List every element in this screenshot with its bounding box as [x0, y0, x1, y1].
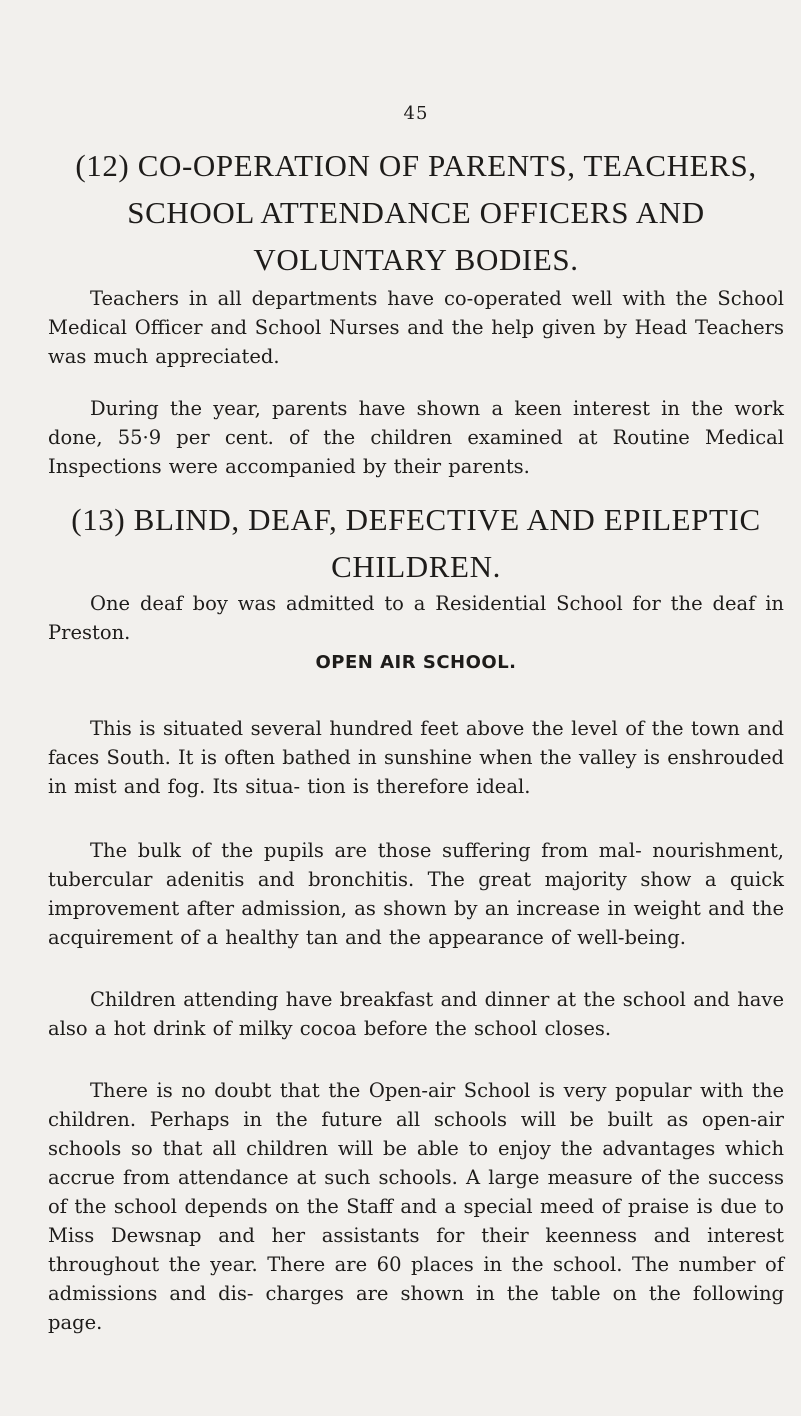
open-air-paragraph-3: Children attending have breakfast and dinner at the school and have also a hot drink of milky cocoa before the school closes. [48, 988, 784, 1040]
open-air-paragraph-4: There is no doubt that the Open-air School is very popular with the children. Perhaps in the future all schools will be built as open-air schools so that all children will be able to enjoy the advantages which accrue from attendance at such schools. A large measure of the success of the school depends on the Staff and a special meed of praise is due to Miss Dewsnap and her assistants for their keenness and interest throughout the year. There are 60 places in the school. The number of admissions and dis- charges are shown in the table on the following page. [48, 1079, 784, 1334]
section-13-paragraph-1: One deaf boy was admitted to a Residential School for the deaf in Preston. [48, 592, 784, 644]
page-number: 45 [403, 103, 429, 124]
section-12-heading: (12) CO-OPERATION OF PARENTS, TEACHERS, SCHOOL ATTENDANCE OFFICERS AND VOLUNTARY BODIES. [75, 148, 757, 277]
section-13-heading: (13) BLIND, DEAF, DEFECTIVE AND EPILEPTIC CHILDREN. [71, 502, 761, 584]
open-air-school-heading: OPEN AIR SCHOOL. [315, 652, 517, 673]
section-12-paragraph-2: During the year, parents have shown a keen interest in the work done, 55·9 per cent. of the children examined at Routine Medical Inspections were accompanied by their parents. [48, 397, 784, 478]
open-air-paragraph-1: This is situated several hundred feet above the level of the town and faces South. It is often bathed in sunshine when the valley is enshrouded in mist and fog. Its situa- tion is therefore ideal. [48, 717, 784, 798]
open-air-paragraph-2: The bulk of the pupils are those suffering from mal- nourishment, tubercular adenitis and bronchitis. The great majority show a quick improvement after admission, as shown by an increase in weight and the acquirement of a healthy tan and the appearance of well-being. [48, 839, 784, 949]
section-12-paragraph-1: Teachers in all departments have co-operated well with the School Medical Officer and School Nurses and the help given by Head Teachers was much appreciated. [48, 287, 784, 368]
